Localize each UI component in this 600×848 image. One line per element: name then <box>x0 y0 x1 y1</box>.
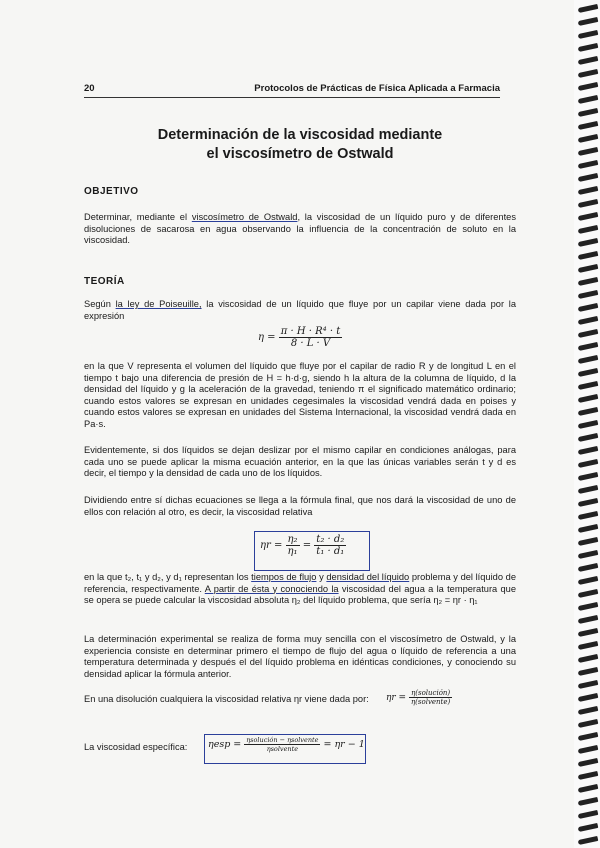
specific-numerator: ηsolución − ηsolvente <box>246 736 319 744</box>
binding-coil <box>578 472 599 481</box>
binding-coil <box>578 602 599 611</box>
running-header <box>84 83 500 98</box>
binding-coil <box>578 563 599 572</box>
binding-coil <box>578 407 599 416</box>
binding-coil <box>578 264 599 273</box>
title-line-1: Determinación de la viscosidad mediante <box>157 127 443 143</box>
running-title: Protocolos de Prácticas de Física Aplicada a Farmacia <box>254 83 500 94</box>
binding-coil <box>578 160 599 169</box>
page-title <box>84 126 516 164</box>
binding-coil <box>578 316 599 325</box>
teoria-paragraph-3: Evidentemente, si dos líquidos se dejan deslizar por el mismo capilar en condiciones análogas, para cada uno se puede aplicar la misma ecuación anterior, en la que las únicas variables serán t y d es decir, el tiempo y la densidad de cada uno de los líquidos. <box>84 445 516 479</box>
teoria-paragraph-6: La determinación experimental se realiza de forma muy sencilla con el viscosímetro de Ostwald, y la experiencia consiste en determinar primero el tiempo de flujo del agua o líquido de referencia a una temperatura determinada y después el del líquido problema en idénticas condiciones, y conociendo su densidad aplicar la fórmula anterior. <box>84 634 516 679</box>
objetivo-heading: OBJETIVO <box>84 186 139 197</box>
binding-coil <box>578 576 599 585</box>
relative-num-1: η₂ <box>287 534 298 545</box>
page-number: 20 <box>84 83 95 94</box>
binding-coil <box>578 17 599 26</box>
specific-lhs: ηesp = <box>208 739 242 750</box>
objetivo-text-a: Determinar, mediante el <box>84 212 192 222</box>
p1-text-b: la viscosidad de un líquido que fluye por un capilar viene dada por la expresión <box>84 299 517 321</box>
teoria-paragraph-5 <box>84 572 516 607</box>
binding-coil <box>578 303 599 312</box>
spiral-binding <box>574 0 600 848</box>
binding-coil <box>578 69 599 78</box>
relative-den-2: t₁ · d₁ <box>316 546 345 557</box>
binding-coil <box>578 706 599 715</box>
relative-viscosity-formula <box>260 534 346 557</box>
binding-coil <box>578 823 599 832</box>
p5-text-b: y <box>316 572 327 582</box>
teoria-paragraph-2: en la que V representa el volumen del líquido que fluye por el capilar de radio R y de longitud L en el tiempo t bajo una diferencia de presión de H = h·d·g, siendo h la altura de la columna de líquido, d la densidad del líquido y g la aceleración de la gravedad, teniendo π el significado matemático ordinario; cuando estos valores se expresan en unidades cegesimales la viscosidad vendrá dada en poises y cuando estos valores se expresan en unidades del Sistema Internacional, la viscosidad vendrá dada en Pa·s. <box>84 361 516 429</box>
binding-coil <box>578 550 599 559</box>
relative-num-2: t₂ · d₂ <box>316 534 345 545</box>
relative-lhs: ηr = <box>260 540 283 551</box>
relative-equals: = <box>302 540 312 551</box>
binding-coil <box>578 147 599 156</box>
binding-coil <box>578 654 599 663</box>
binding-coil <box>578 108 599 117</box>
binding-coil <box>578 134 599 143</box>
solution-denominator: η(solvente) <box>410 698 451 706</box>
binding-coil <box>578 4 599 13</box>
binding-coil <box>578 290 599 299</box>
binding-coil <box>578 355 599 364</box>
binding-coil <box>578 485 599 494</box>
poiseuille-lhs: η = <box>258 332 276 343</box>
p5-text-d: viscosidad del agua a la temperatura que se opera se puede calcular la viscosidad absoluta η₂ del líquido problema, que sería η₂ = ηr · η₁ <box>84 583 516 606</box>
teoria-paragraph-8: La viscosidad específica: <box>84 742 188 752</box>
poiseuille-numerator: π · H · R⁴ · t <box>280 326 341 337</box>
binding-coil <box>578 329 599 338</box>
binding-coil <box>578 420 599 429</box>
binding-coil <box>578 186 599 195</box>
specific-denominator: ηsolvente <box>266 745 299 753</box>
binding-coil <box>578 173 599 182</box>
binding-coil <box>578 797 599 806</box>
poiseuille-denominator: 8 · L · V <box>290 338 331 349</box>
objetivo-underlined: viscosímetro de Ostwald <box>191 212 298 222</box>
binding-coil <box>578 446 599 455</box>
poiseuille-formula <box>258 326 342 349</box>
binding-coil <box>578 498 599 507</box>
teoria-paragraph-7: En una disolución cualquiera la viscosidad relativa ηr viene dada por: <box>84 694 369 704</box>
binding-coil <box>578 810 599 819</box>
binding-coil <box>578 693 599 702</box>
binding-coil <box>578 82 599 91</box>
teoria-heading: TEORÍA <box>84 276 125 287</box>
solution-numerator: η(solución) <box>409 689 452 698</box>
binding-coil <box>578 459 599 468</box>
binding-coil <box>578 394 599 403</box>
binding-coil <box>578 524 599 533</box>
p1-text-a: Según <box>84 299 116 309</box>
relative-den-1: η₁ <box>287 546 298 557</box>
p5-text-a: en la que t₂, t₁ y d₂, y d₁ representan los <box>84 572 252 582</box>
binding-coil <box>578 615 599 624</box>
binding-coil <box>578 719 599 728</box>
title-line-2: el viscosímetro de Ostwald <box>206 146 394 162</box>
binding-coil <box>578 251 599 260</box>
binding-coil <box>578 56 599 65</box>
p5-underlined-1: tiempos de flujo <box>251 572 317 582</box>
p5-text-c: problema y del líquido de referencia, respectivamente. <box>84 572 516 594</box>
binding-coil <box>578 667 599 676</box>
teoria-paragraph-1 <box>84 299 516 322</box>
binding-coil <box>578 238 599 247</box>
specific-viscosity-formula <box>208 736 365 753</box>
binding-coil <box>578 836 599 845</box>
binding-coil <box>578 199 599 208</box>
p5-underlined-3: A partir de ésta y conociendo la <box>204 583 339 594</box>
objetivo-paragraph <box>84 212 516 247</box>
relative-fraction-2 <box>314 534 346 557</box>
specific-rhs: = ηr − 1 <box>323 739 365 750</box>
binding-coil <box>578 641 599 650</box>
binding-coil <box>578 758 599 767</box>
binding-coil <box>578 745 599 754</box>
relative-solution-formula <box>386 689 452 706</box>
binding-coil <box>578 537 599 546</box>
binding-coil <box>578 771 599 780</box>
binding-coil <box>578 368 599 377</box>
binding-coil <box>578 225 599 234</box>
p5-underlined-2: densidad del líquido <box>326 572 410 582</box>
binding-coil <box>578 680 599 689</box>
objetivo-text-b: , la viscosidad de un líquido puro y de diferentes disoluciones de sacarosa en agua observando la influencia de la concentración de soluto en la viscosidad. <box>84 212 516 246</box>
binding-coil <box>578 433 599 442</box>
binding-coil <box>578 95 599 104</box>
binding-coil <box>578 277 599 286</box>
binding-coil <box>578 589 599 598</box>
binding-coil <box>578 511 599 520</box>
binding-coil <box>578 43 599 52</box>
binding-coil <box>578 30 599 39</box>
binding-coil <box>578 121 599 130</box>
binding-coil <box>578 381 599 390</box>
p1-underlined: la ley de Poiseuille, <box>115 299 202 309</box>
binding-coil <box>578 732 599 741</box>
binding-coil <box>578 628 599 637</box>
relative-fraction-1 <box>286 534 300 557</box>
binding-coil <box>578 212 599 221</box>
solution-lhs: ηr = <box>386 693 407 703</box>
binding-coil <box>578 784 599 793</box>
teoria-paragraph-4: Dividiendo entre sí dichas ecuaciones se llega a la fórmula final, que nos dará la viscosidad de uno de ellos con relación al otro, es decir, la viscosidad relativa <box>84 495 516 517</box>
poiseuille-fraction <box>279 326 342 349</box>
binding-coil <box>578 342 599 351</box>
specific-fraction <box>244 736 320 753</box>
solution-fraction <box>409 689 452 706</box>
